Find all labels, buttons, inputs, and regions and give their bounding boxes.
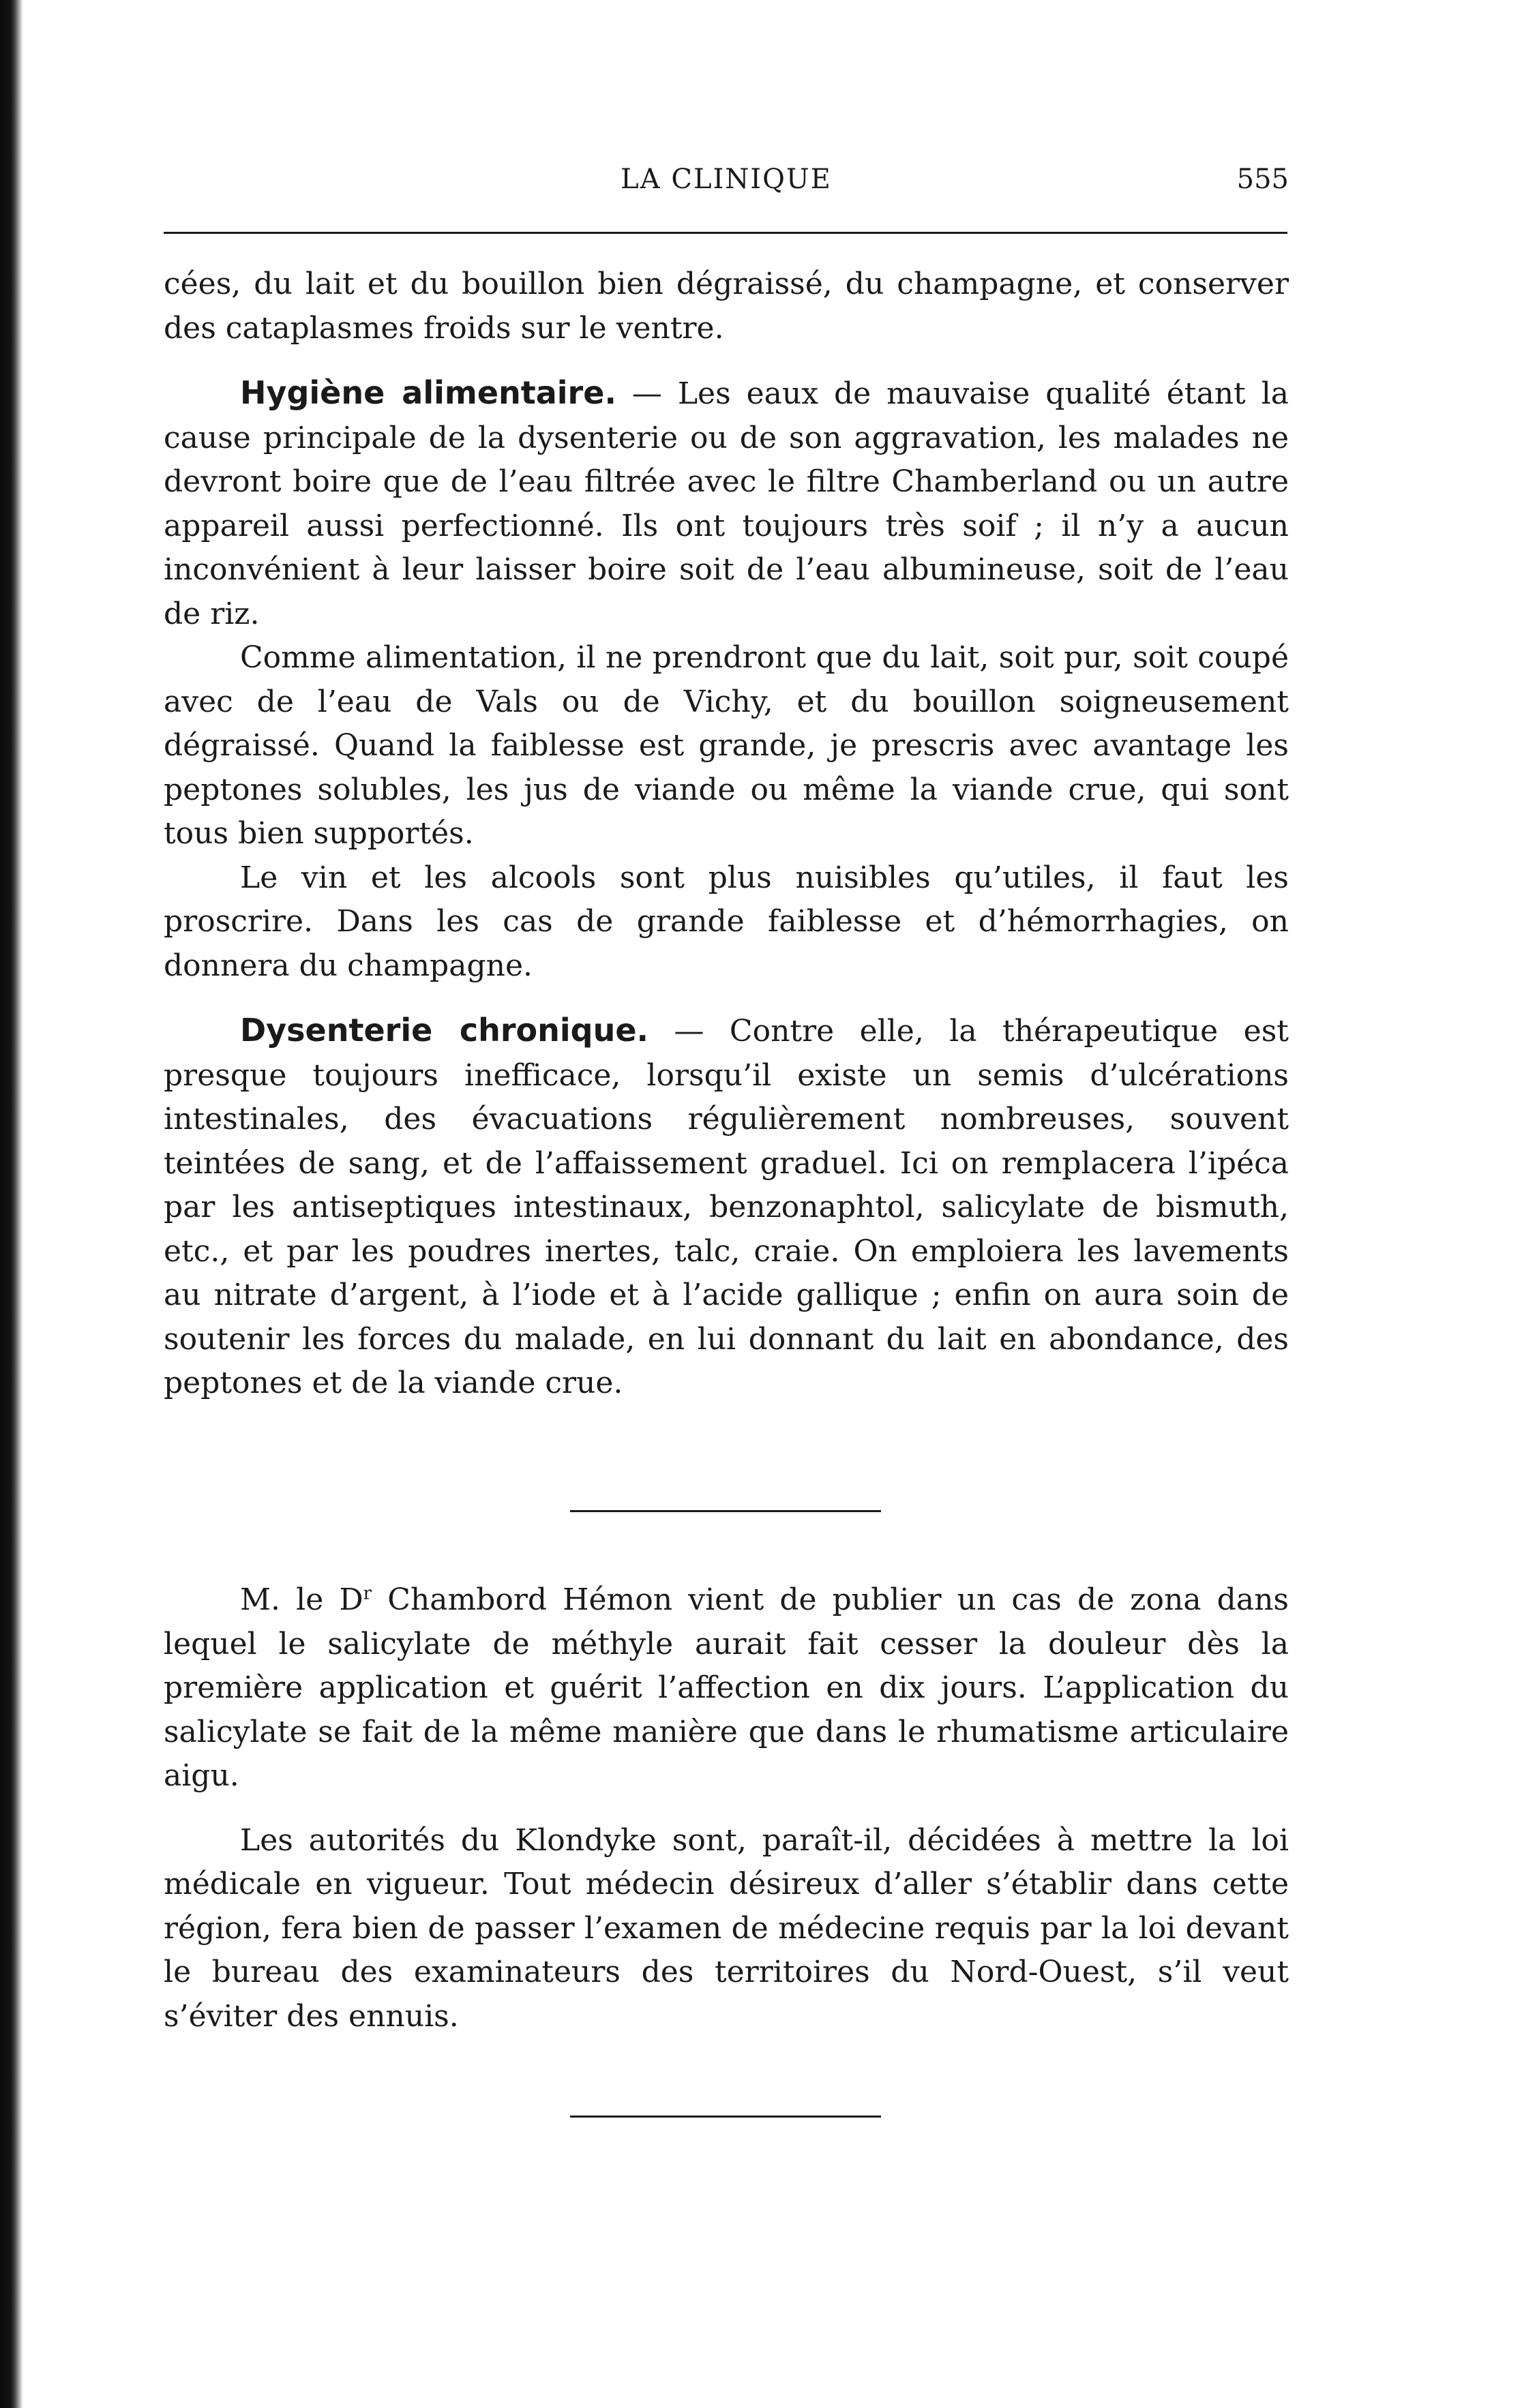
paragraph-text: Le vin et les alcools sont plus nuisibles qu’utiles, il faut les proscrire. Dans les cas de grande faiblesse et d’hémorrhagies, on donnera du champagne. <box>164 860 1289 983</box>
page-binding-edge <box>0 0 23 2408</box>
paragraph-klondyke <box>164 1819 1289 2039</box>
superscript: r <box>363 1583 372 1604</box>
paragraph-text: cées, du lait et du bouillon bien dégraissé, du champagne, et conserver des cataplasmes froids sur le ventre. <box>164 267 1289 346</box>
section-heading-hygiene: Hygiène alimentaire. <box>240 374 616 411</box>
page-number: 555 <box>1236 164 1289 195</box>
paragraph-text: — Les eaux de mauvaise qualité étant la cause principale de la dysenterie ou de son aggravation, les malades ne devront boire que de l’eau filtrée avec le filtre Chamberland ou un autre appareil aussi perfectionné. Ils ont toujours très soif ; il n’y a aucun inconvénient à leur laisser boire soit de l’eau albumineuse, soit de l’eau de riz. <box>164 376 1289 631</box>
paragraph-text: Comme alimentation, il ne prendront que du lait, soit pur, soit coupé avec de l’eau de Vals ou de Vichy, et du bouillon soigneusement dégraissé. Quand la faiblesse est grande, je prescris avec avantage les peptones solubles, les jus de viande ou même la viande crue, qui sont tous bien supportés. <box>164 640 1289 851</box>
header-rule <box>164 232 1287 234</box>
paragraph-chronic <box>164 1008 1289 1406</box>
end-divider <box>570 2116 881 2118</box>
paragraph-alimentation <box>164 636 1289 856</box>
news-items <box>164 1578 1289 2038</box>
paragraph-text: Chambord Hémon vient de publier un cas de zona dans lequel le salicylate de méthyle aurait fait cesser la douleur dès la première application et guérit l’affection en dix jours. L’application du salicylate se fait de la même manière que dans le rhumatisme articulaire aigu. <box>164 1582 1289 1793</box>
section-divider <box>570 1510 881 1512</box>
paragraph-text: Les autorités du Klondyke sont, paraît-il, décidées à mettre la loi médicale en vigueur. Tout médecin désireux d’aller s’établir dans cette région, fera bien de passer l’examen de médecine requis par la loi devant le bureau des examinateurs des territoires du Nord-Ouest, s’il veut s’éviter des ennuis. <box>164 1822 1289 2034</box>
paragraph-zona <box>164 1578 1289 1799</box>
paragraph-alcohol <box>164 856 1289 989</box>
section-heading-chronic: Dysenterie chronique. <box>240 1012 648 1049</box>
page-header <box>164 164 1289 218</box>
paragraph-text: M. le D <box>240 1582 363 1617</box>
paragraph-text: — Contre elle, la thérapeutique est presque toujours inefficace, lorsqu’il existe un semis d’ulcérations intestinales, des évacuations régulièrement nombreuses, souvent teintées de sang, et de l’affaissement graduel. Ici on remplacera l’ipéca par les antiseptiques intestinaux, benzonaphtol, salicylate de bismuth, etc., et par les poudres inertes, talc, craie. On emploiera les lavements au nitrate d’argent, à l’iode et à l’acide gallique ; enfin on aura soin de soutenir les forces du malade, en lui donnant du lait en abondance, des peptones et de la viande crue. <box>164 1014 1289 1400</box>
paragraph-continuation <box>164 262 1289 350</box>
article-dysentery <box>164 262 1289 1406</box>
paragraph-hygiene <box>164 371 1289 636</box>
running-title: LA CLINIQUE <box>621 164 832 195</box>
